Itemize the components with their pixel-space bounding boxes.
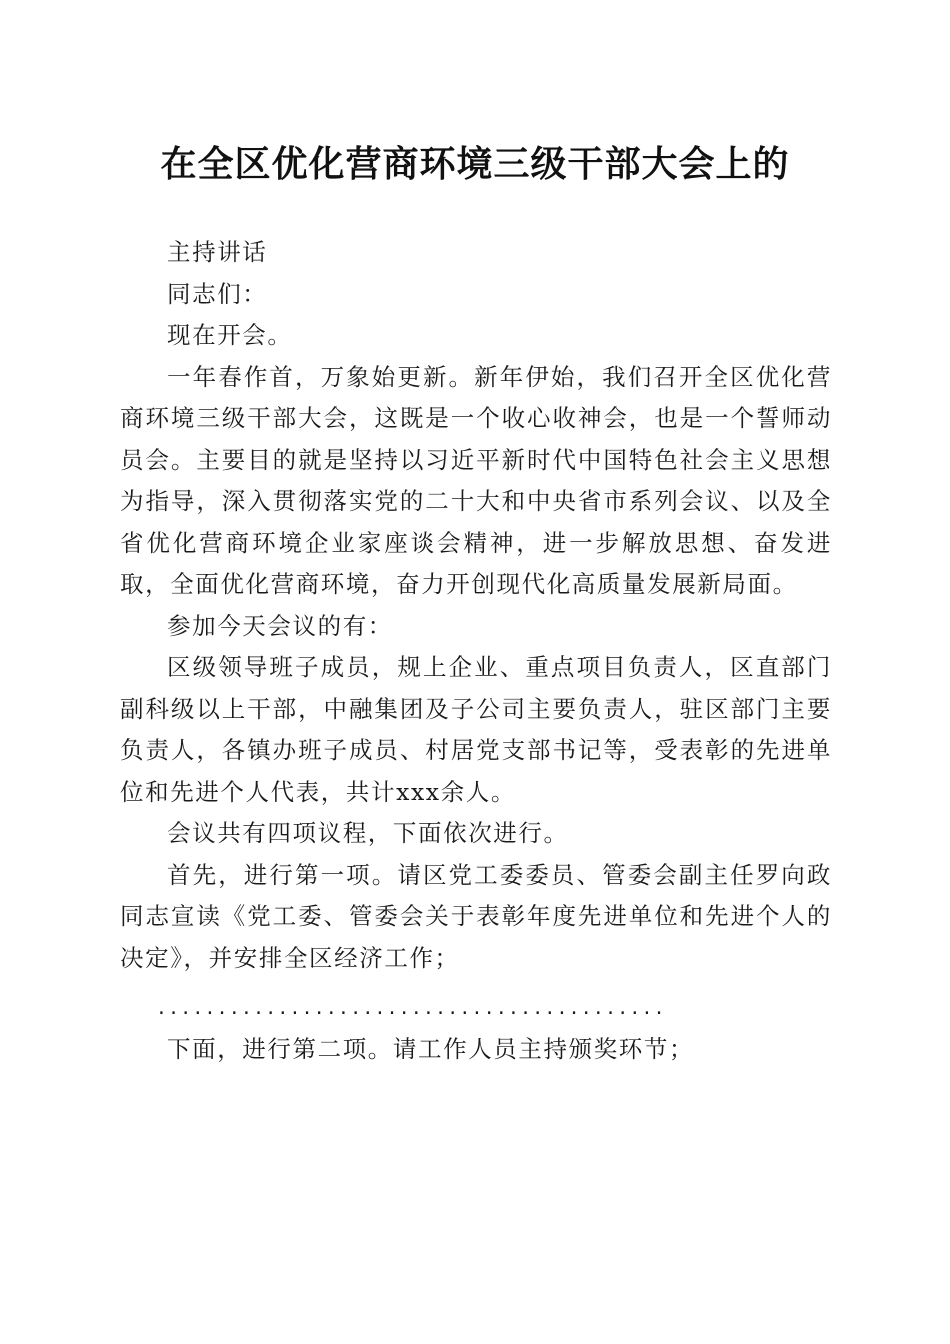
paragraph-agenda-intro: 会议共有四项议程，下面依次进行。 [167, 819, 569, 847]
omission-separator: .......................................... [156, 998, 666, 1019]
paragraph-attendees-intro: 参加今天会议的有： [167, 611, 393, 640]
document-title: 在全区优化营商环境三级干部大会上的 [160, 143, 790, 185]
paragraph-purpose: 一年春作首，万象始更新。新年伊始，我们召开全区优化营商环境三级干部大会，这既是一个收心收神会，也是一个誓师动员会。主要目的就是坚持以习近平新时代中国特色社会主义思想为指导，深入贯彻落实党的二十大和中央省市系列会议、以及全省优化营商环境企业家座谈会精神，进一步解放思想、奋发进取，全面优化营商环境，奋力开创现代化高质量发展新局面。 [120, 362, 832, 598]
paragraph-greeting: 同志们： [167, 279, 268, 308]
paragraph-agenda-item-1: 首先，进行第一项。请区党工委委员、管委会副主任罗向政同志宣读《党工委、管委会关于表彰年度先进单位和先进个人的决定》，并安排全区经济工作； [120, 860, 832, 972]
paragraph-opening: 现在开会。 [167, 321, 293, 349]
document-body [120, 232, 832, 1071]
paragraph-speech-type: 主持讲话 [167, 238, 268, 266]
paragraph-agenda-item-2: 下面，进行第二项。请工作人员主持颁奖环节； [167, 1035, 695, 1063]
paragraph-attendees-list: 区级领导班子成员，规上企业、重点项目负责人，区直部门副科级以上干部，中融集团及子公司主要负责人，驻区部门主要负责人，各镇办班子成员、村居党支部书记等，受表彰的先进单位和先进个人代表，共计xxx余人。 [120, 653, 832, 806]
